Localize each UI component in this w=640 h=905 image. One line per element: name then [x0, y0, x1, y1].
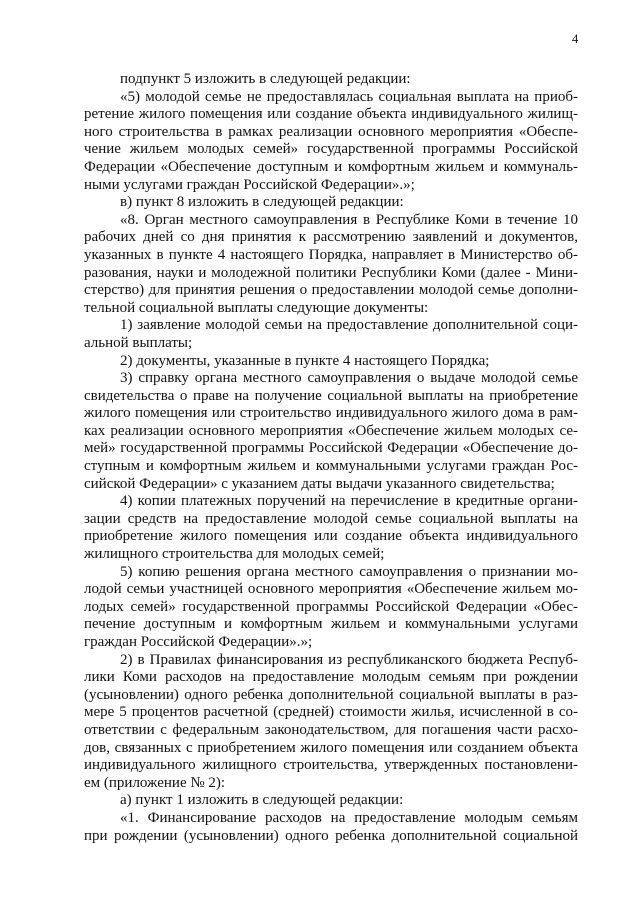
text-line: ках реализации основного мероприятия «Обеспечение жильем молодых се-	[84, 422, 578, 439]
text-line: 2) документы, указанные в пункте 4 настоящего Порядка;	[120, 352, 490, 369]
text-line: жилищного строительства для молодых семей;	[84, 546, 385, 563]
text-line: «8. Орган местного самоуправления в Республике Коми в течение 10	[120, 211, 578, 228]
text-line: подпункт 5 изложить в следующей редакции:	[120, 71, 411, 87]
text-line: свидетельства о праве на получение социальной выплаты на приобретение	[84, 387, 578, 404]
text-line: мей» государственной программы Российской Федерации «Обеспечение до-	[84, 440, 578, 457]
text-line: разования, науки и молодежной политики Республики Коми (далее - Мини-	[84, 264, 578, 281]
text-line: приобретение жилого помещения или создание объекта индивидуального	[84, 528, 578, 545]
text-line: индивидуального жилищного строительства, утвержденных постановлени-	[84, 757, 578, 774]
text-line: сийской Федерации» с указанием даты выдачи указанного свидетельства;	[84, 475, 555, 492]
text-line: указанных в пункте 4 настоящего Порядка, направляет в Министерство об-	[84, 246, 578, 263]
text-line: в) пункт 8 изложить в следующей редакции:	[120, 194, 404, 211]
document-body	[84, 71, 578, 845]
text-line: ными услугами граждан Российской Федерации».»;	[84, 176, 415, 193]
text-line: «1. Финансирование расходов на предоставление молодым семьям	[120, 809, 578, 826]
text-line: альной выплаты;	[84, 334, 193, 351]
text-line: 4) копии платежных поручений на перечисление в кредитные органи-	[120, 493, 578, 510]
text-line: ного строительства в рамках реализации основного мероприятия «Обеспе-	[84, 123, 578, 140]
text-line: лодой семьи участницей основного мероприятия «Обеспечение жильем мо-	[84, 581, 578, 598]
text-line: чение жильем молодых семей» государственной программы Российской	[84, 141, 578, 158]
text-line: лики Коми расходов на предоставление молодым семьям при рождении	[84, 669, 578, 686]
text-line: жилого помещения или строительство индивидуального жилого дома в рам-	[84, 405, 578, 422]
text-line: а) пункт 1 изложить в следующей редакции:	[120, 792, 404, 809]
text-line: при рождении (усыновлении) одного ребенка дополнительной социальной	[84, 827, 578, 844]
text-line: граждан Российской Федерации».»;	[84, 634, 313, 650]
text-line: 3) справку органа местного самоуправления о выдаче молодой семье	[120, 370, 578, 387]
text-line: лодых семей» государственной программы Российской Федерации «Обес-	[84, 598, 578, 615]
text-line: дов, связанных с приобретением жилого помещения или созданием объекта	[84, 739, 578, 756]
text-line: печение доступным и комфортным жильем и коммунальными услугами	[84, 616, 578, 633]
text-line: стерство) для принятия решения о предоставлении молодой семье дополни-	[84, 282, 578, 299]
text-line: ответствии с федеральным законодательством, для погашения части расхо-	[84, 721, 578, 738]
text-line: (усыновлении) одного ребенка дополнительной социальной выплаты в раз-	[84, 686, 578, 703]
page-number: 4	[572, 32, 579, 46]
text-line: рабочих дней со дня принятия к рассмотрению заявлений и документов,	[84, 229, 578, 246]
text-line: ретение жилого помещения или создание объекта индивидуального жилищ-	[84, 106, 578, 123]
text-line: ступным и комфортным жильем и коммунальными услугами граждан Рос-	[84, 458, 578, 475]
text-line: тельной социальной выплаты следующие документы:	[84, 299, 429, 316]
text-line: мере 5 процентов расчетной (средней) стоимости жилья, исчисленной в со-	[84, 704, 578, 721]
text-line: 1) заявление молодой семьи на предоставление дополнительной соци-	[120, 317, 578, 334]
text-line: «5) молодой семье не предоставлялась социальная выплата на приоб-	[120, 88, 578, 105]
text-line: ем (приложение № 2):	[84, 774, 226, 791]
text-line: Федерации «Обеспечение доступным и комфортным жильем и коммуналь-	[84, 158, 578, 175]
text-line: 5) копию решения органа местного самоуправления о признании мо-	[120, 563, 578, 580]
text-line: 2) в Правилах финансирования из республиканского бюджета Респуб-	[120, 651, 578, 668]
text-line: зации средств на предоставление молодой семье социальной выплаты на	[84, 510, 578, 527]
